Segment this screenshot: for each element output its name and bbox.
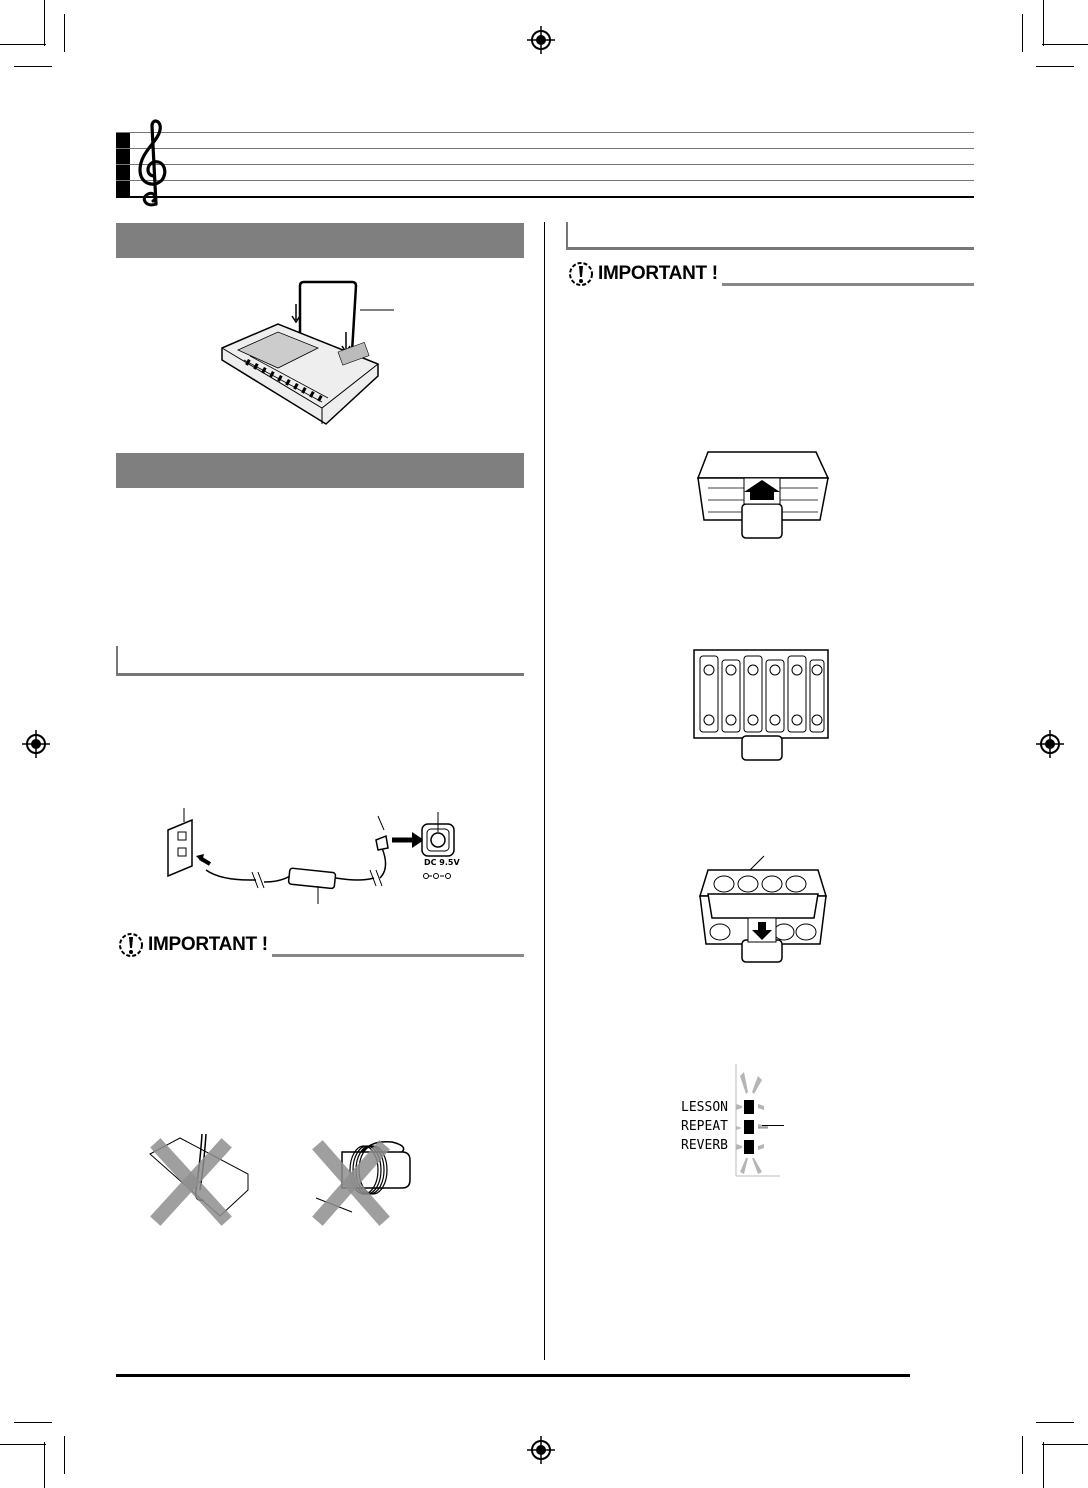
- column-divider: [544, 222, 545, 1360]
- important-notice-left: [118, 932, 268, 958]
- battery-compartment-illustration: [692, 648, 832, 762]
- staff-line: [116, 164, 974, 165]
- staff-line-bottom: [116, 196, 974, 198]
- subheading-rule-left: [116, 673, 524, 676]
- staff-black-bar: [116, 132, 130, 198]
- footer-rule: [116, 1374, 910, 1377]
- indicator-callout-line: [762, 1125, 784, 1126]
- keyboard-music-stand-illustration: [218, 280, 418, 425]
- subheading-rule-right: [566, 222, 568, 250]
- important-label: IMPORTANT !: [148, 934, 268, 955]
- section-bar-2: [116, 453, 524, 488]
- important-notice-right: [568, 261, 718, 287]
- indicator-labels: [664, 1098, 728, 1155]
- treble-clef-icon: [134, 118, 174, 210]
- subheading-rule-right: [566, 247, 974, 250]
- staff-line: [116, 180, 974, 181]
- cord-wrap-warning-illustration: [312, 1138, 412, 1222]
- staff-line: [116, 132, 974, 133]
- staff-line: [116, 148, 974, 149]
- indicator-panel: [664, 1064, 784, 1182]
- flashing-indicators-icon: [728, 1064, 788, 1182]
- lesson-label: LESSON: [681, 1100, 728, 1115]
- reverb-label: REVERB: [681, 1138, 728, 1153]
- repeat-label: REPEAT: [681, 1119, 728, 1134]
- registration-mark-left: [22, 730, 50, 758]
- important-rule-left: [272, 954, 524, 957]
- important-rule-right: [722, 283, 974, 286]
- registration-mark-bottom: [527, 1436, 555, 1464]
- registration-mark-top: [527, 26, 555, 54]
- cord-bend-warning-illustration: [150, 1134, 250, 1218]
- subheading-rule-left: [116, 646, 118, 676]
- section-bar-1: [116, 223, 524, 258]
- registration-mark-right: [1036, 730, 1064, 758]
- dc-jack-label: DC 9.5V: [424, 858, 460, 867]
- important-label: IMPORTANT !: [598, 263, 718, 284]
- battery-cover-close-illustration: [694, 856, 832, 964]
- caution-icon: [568, 261, 594, 287]
- ac-adaptor-illustration: [160, 808, 470, 904]
- battery-cover-open-illustration: [694, 448, 832, 540]
- caution-icon: [118, 932, 144, 958]
